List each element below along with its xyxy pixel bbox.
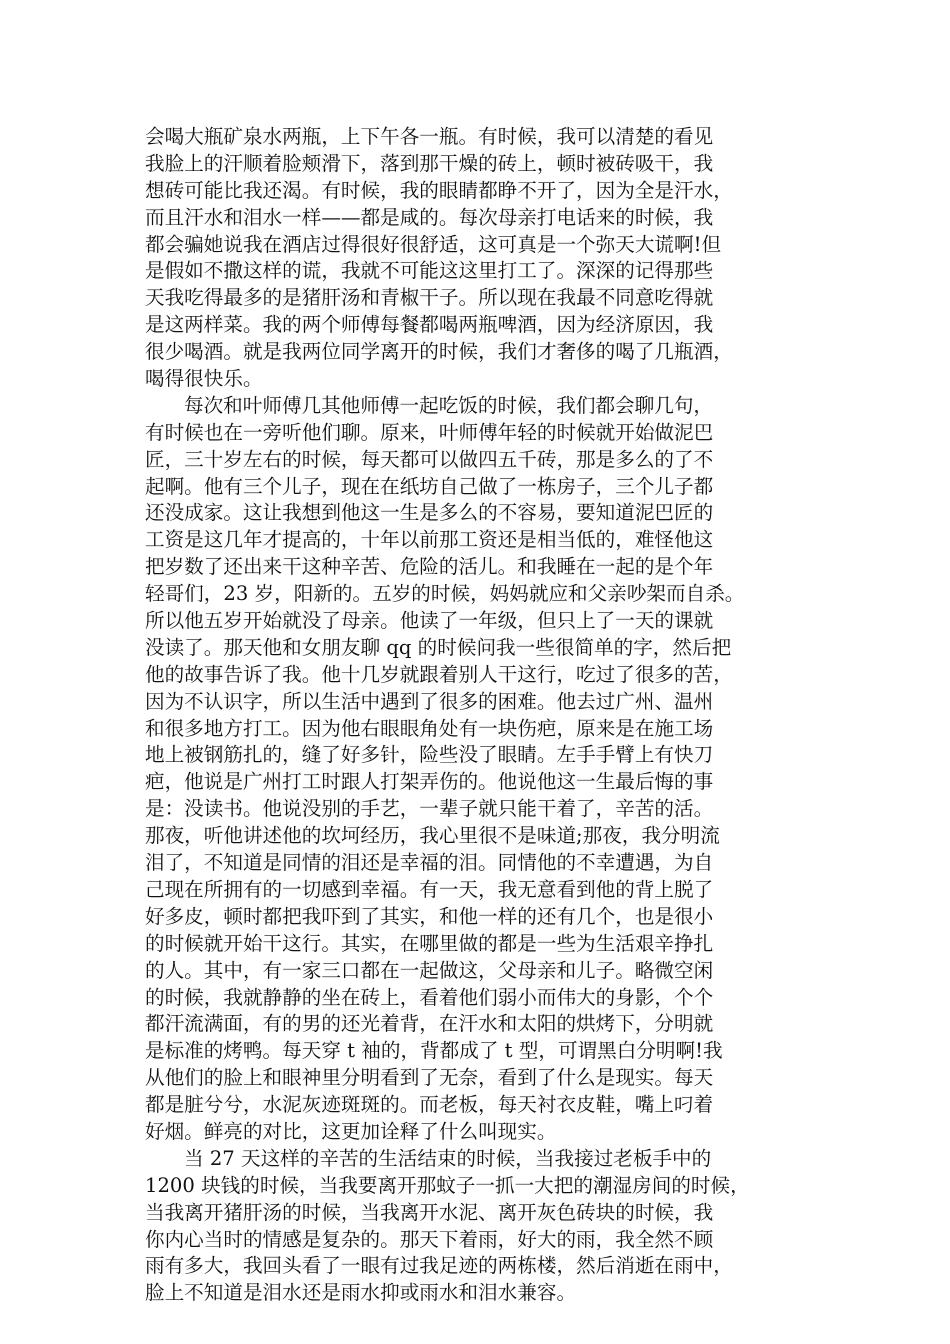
text-line: 是标准的烤鸭。每天穿 t 袖的，背都成了 t 型，可谓黑白分明啊!我 [145,1039,723,1063]
text-line: 从他们的脸上和眼神里分明看到了无奈，看到了什么是现实。每天 [145,1066,714,1090]
text-line: 是：没读书。他说没别的手艺，一辈子就只能干着了，辛苦的活。 [145,797,714,821]
text-line: 是这两样菜。我的两个师傅每餐都喝两瓶啤酒，因为经济原因，我 [145,313,714,337]
text-line: 疤，他说是广州打工时跟人打架弄伤的。他说他这一生最后悔的事 [145,770,714,794]
text-line: 而且汗水和泪水一样——都是咸的。每次母亲打电话来的时候，我 [145,205,714,229]
text-line: 那夜，听他讲述他的坎坷经历，我心里很不是味道;那夜，我分明流 [145,824,720,848]
text-line: 没读了。那天他和女朋友聊 qq 的时候问我一些很简单的字，然后把 [145,635,732,659]
text-line: 都是脏兮兮，水泥灰迹斑斑的。而老板，每天衬衣皮鞋，嘴上叼着 [145,1093,714,1117]
text-line: 和很多地方打工。因为他右眼眼角处有一块伤疤，原来是在施工场 [145,716,714,740]
text-line: 都汗流满面，有的男的还光着背，在汗水和太阳的烘烤下，分明就 [145,1012,714,1036]
text-line: 是假如不撒这样的谎，我就不可能这这里打工了。深深的记得那些 [145,259,714,283]
text-line: 当 27 天这样的辛苦的生活结束的时候，当我接过老板手中的 [184,1146,712,1170]
text-line: 所以他五岁开始就没了母亲。他读了一年级，但只上了一天的课就 [145,609,714,633]
text-line: 好烟。鲜亮的对比，这更加诠释了什么叫现实。 [145,1119,557,1143]
text-line: 的人。其中，有一家三口都在一起做这，父母亲和儿子。略微空闲 [145,958,714,982]
text-line: 有时候也在一旁听他们聊。原来，叶师傅年轻的时候就开始做泥巴 [145,420,714,444]
text-line: 好多皮，顿时都把我吓到了其实，和他一样的还有几个，也是很小 [145,904,714,928]
text-line: 雨有多大，我回头看了一眼有过我足迹的两栋楼，然后消逝在雨中， [145,1254,733,1278]
text-line: 的时候就开始干这行。其实，在哪里做的都是一些为生活艰辛挣扎 [145,931,714,955]
paragraph [145,1146,810,1307]
text-line: 轻哥们，23 岁，阳新的。五岁的时候，妈妈就应和父亲吵架而自杀。 [145,582,745,606]
text-line: 脸上不知道是泪水还是雨水抑或雨水和泪水兼容。 [145,1281,577,1305]
text-line: 因为不认识字，所以生活中遇到了很多的困难。他去过广州、温州 [145,689,714,713]
text-line: 想砖可能比我还渴。有时候，我的眼睛都睁不开了，因为全是汗水， [145,178,733,202]
document-body [145,124,810,1307]
text-line: 你内心当时的情感是复杂的。那天下着雨，好大的雨，我全然不顾 [145,1227,714,1251]
text-line: 泪了，不知道是同情的泪还是幸福的泪。同情他的不幸遭遇，为自 [145,851,714,875]
text-line: 我脸上的汗顺着脸颊滑下，落到那干燥的砖上，顿时被砖吸干，我 [145,151,714,175]
text-line: 都会骗她说我在酒店过得很好很舒适，这可真是一个弥天大谎啊!但 [145,232,722,256]
paragraph [145,124,810,393]
text-line: 他的故事告诉了我。他十几岁就跟着别人干这行，吃过了很多的苦， [145,662,733,686]
text-line: 的时候，我就静静的坐在砖上，看着他们弱小而伟大的身影，个个 [145,985,714,1009]
text-line: 起啊。他有三个儿子，现在在纸坊自己做了一栋房子，三个儿子都 [145,474,714,498]
text-line: 地上被钢筋扎的，缝了好多针，险些没了眼睛。左手手臂上有快刀 [145,743,714,767]
text-line: 很少喝酒。就是我两位同学离开的时候，我们才奢侈的喝了几瓶酒， [145,340,733,364]
text-line: 1200 块钱的时候，当我要离开那蚊子一抓一大把的潮湿房间的时候， [145,1173,750,1197]
text-line: 还没成家。这让我想到他这一生是多么的不容易，要知道泥巴匠的 [145,501,714,525]
text-line: 每次和叶师傅几其他师傅一起吃饭的时候，我们都会聊几句， [184,393,714,417]
text-line: 当我离开猪肝汤的时候，当我离开水泥、离开灰色砖块的时候，我 [145,1200,714,1224]
text-line: 会喝大瓶矿泉水两瓶，上下午各一瓶。有时候，我可以清楚的看见 [145,125,714,148]
text-line: 匠，三十岁左右的时候，每天都可以做四五千砖，那是多么的了不 [145,447,714,471]
text-line: 工资是这几年才提高的，十年以前那工资还是相当低的，难怪他这 [145,528,714,552]
text-line: 天我吃得最多的是猪肝汤和青椒干子。所以现在我最不同意吃得就 [145,286,714,310]
text-line: 喝得很快乐。 [145,367,263,391]
text-line: 把岁数了还出来干这种辛苦、危险的活儿。和我睡在一起的是个年 [145,555,714,579]
text-line: 己现在所拥有的一切感到幸福。有一天，我无意看到他的背上脱了 [145,877,714,901]
paragraph [145,393,810,1146]
